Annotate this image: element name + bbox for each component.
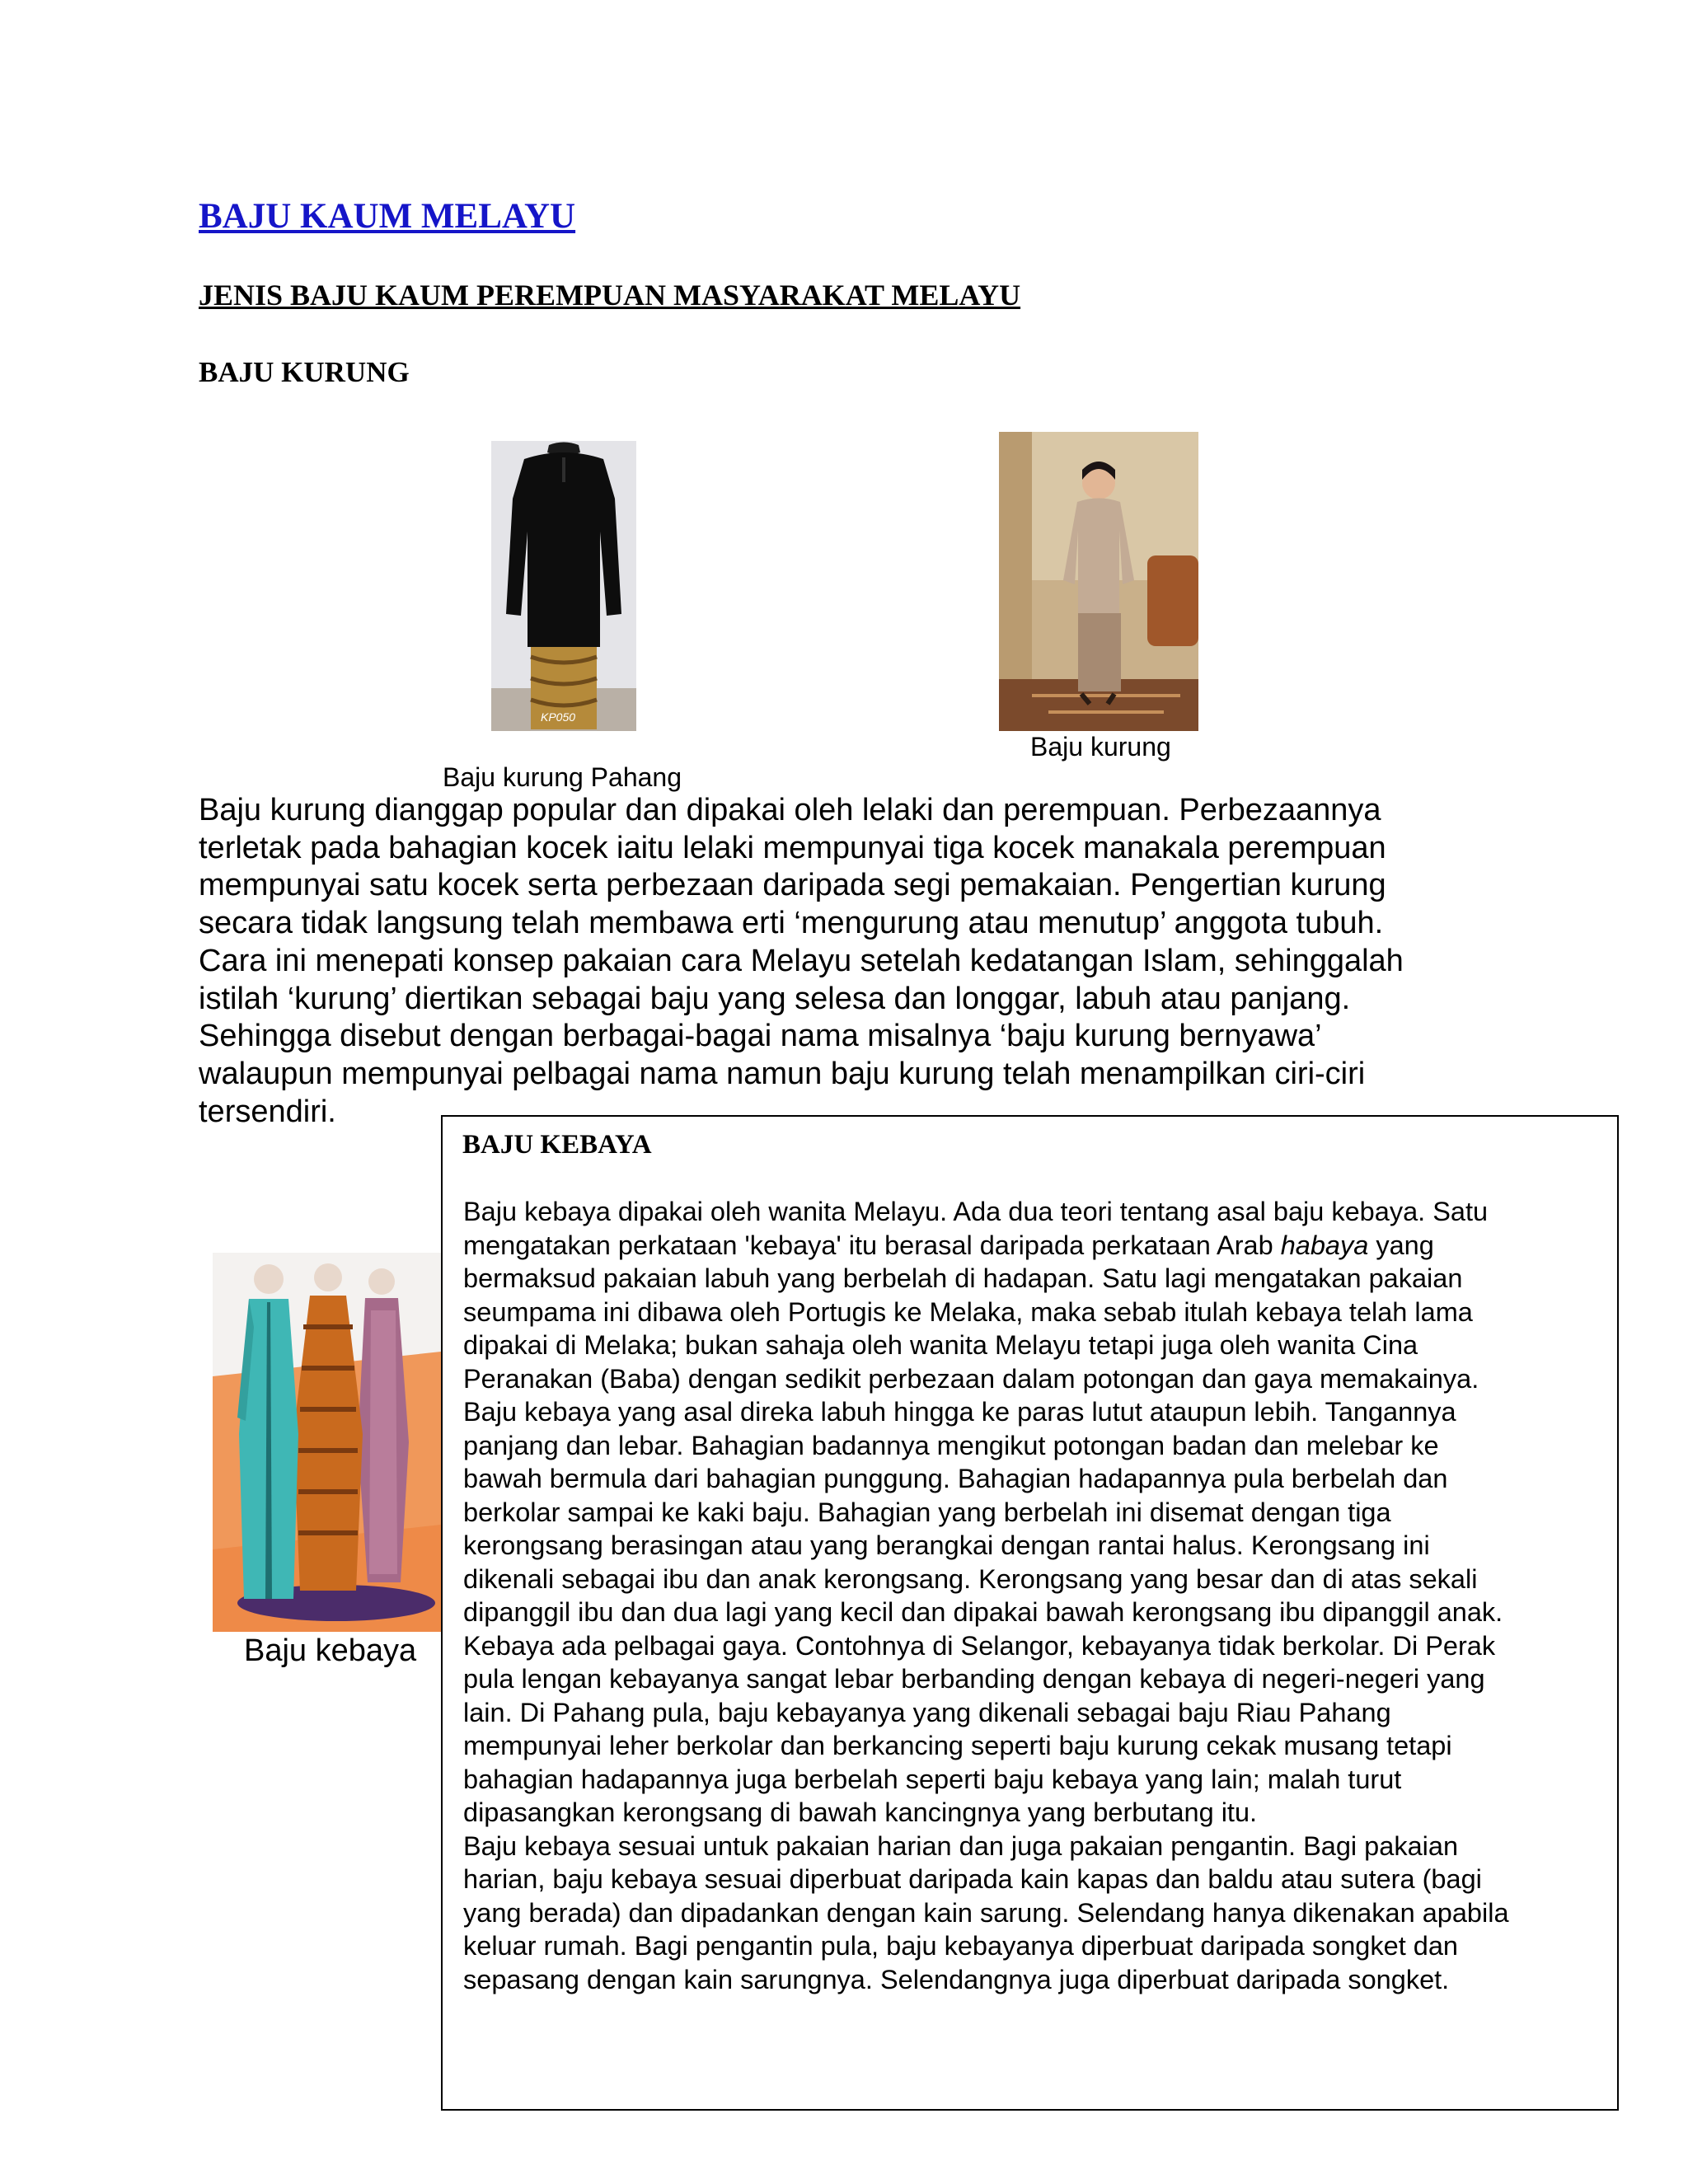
baju-kebaya-text [463,1195,1509,1996]
text-line: Baju kebaya dipakai oleh wanita Melayu. Ada dua teori tentang asal baju kebaya. Satu [463,1197,1489,1226]
text-line: yang berada) dan dipadankan dengan kain sarung. Selendang hanya dikenakan apabila [463,1897,1509,1928]
text-line: Kebaya ada pelbagai gaya. Contohnya di Selangor, kebayanya tidak berkolar. Di Perak [463,1630,1496,1661]
page-title[interactable]: BAJU KAUM MELAYU [199,197,576,236]
caption-baju-kebaya: Baju kebaya [244,1633,417,1668]
text-line: lain. Di Pahang pula, baju kebayanya yang dikenali sebagai baju Riau Pahang [463,1697,1391,1727]
paragraph-line: terletak pada bahagian kocek iaitu lelaki mempunyai tiga kocek manakala perempuan [199,830,1386,865]
text-line: dipanggil ibu dan dua lagi yang kecil dan dipakai bawah kerongsang ibu dipanggil anak. [463,1597,1503,1627]
text-line [463,1229,1509,1263]
italic-term-habaya: habaya [1280,1230,1369,1260]
text-line: dikenali sebagai ibu dan anak kerongsang. Kerongsang yang besar dan di atas sekali [463,1563,1478,1594]
text-line: panjang dan lebar. Bahagian badannya mengikut potongan badan dan melebar ke [463,1430,1439,1460]
paragraph-line: Sehingga disebut dengan berbagai-bagai nama misalnya ‘baju kurung bernyawa’ [199,1019,1322,1054]
text-line: harian, baju kebaya sesuai diperbuat daripada kain kapas dan baldu atau sutera (bagi [463,1864,1482,1894]
caption-baju-kurung-pahang: Baju kurung Pahang [443,762,682,792]
baju-kurung-photo [999,432,1198,731]
baju-kurung-paragraph [199,792,1550,1131]
baju-kebaya-photo [213,1253,441,1632]
text-line-end: yang [1368,1230,1434,1260]
paragraph-line: Cara ini menepati konsep pakaian cara Melayu setelah kedatangan Islam, sehinggalah [199,943,1404,978]
page-subtitle: JENIS BAJU KAUM PEREMPUAN MASYARAKAT MELAYU [199,279,1021,312]
text-line: bawah bermula dari bahagian punggung. Bahagian hadapannya pula berbelah dan [463,1464,1448,1493]
baju-kebaya-textbox [441,1115,1619,2111]
section-heading-baju-kebaya: BAJU KEBAYA [462,1130,652,1160]
text-line: keluar rumah. Bagi pengantin pula, baju kebayanya diperbuat daripada songket dan [463,1931,1458,1961]
paragraph-line: tersendiri. [199,1094,336,1129]
text-line: sepasang dengan kain sarungnya. Selendangnya juga diperbuat daripada songket. [463,1964,1450,1994]
text-line: bermaksud pakaian labuh yang berbelah di hadapan. Satu lagi mengatakan pakaian [463,1263,1463,1293]
text-line: berkolar sampai ke kaki baju. Bahagian yang berbelah ini disemat dengan tiga [463,1497,1391,1527]
text-line: Baju kebaya sesuai untuk pakaian harian dan juga pakaian pengantin. Bagi pakaian [463,1830,1459,1861]
paragraph-line: Baju kurung dianggap popular dan dipakai oleh lelaki dan perempuan. Perbezaannya [199,793,1381,827]
text-line: seumpama ini dibawa oleh Portugis ke Melaka, maka sebab itulah kebaya telah lama [463,1296,1473,1327]
caption-baju-kurung: Baju kurung [1030,732,1171,762]
paragraph-line: walaupun mempunyai pelbagai nama namun baju kurung telah menampilkan ciri-ciri [199,1056,1366,1091]
photo-watermark: KP050 [541,710,576,724]
text-line: dipasangkan kerongsang di bawah kancingnya yang berbutang itu. [463,1797,1258,1827]
text-line: kerongsang berasingan atau yang berangkai dengan rantai halus. Kerongsang ini [463,1530,1430,1560]
text-line: Baju kebaya yang asal direka labuh hingga ke paras lutut ataupun lebih. Tangannya [463,1397,1456,1427]
text-line: pula lengan kebayanya sangat lebar berbanding dengan kebaya di negeri-negeri yang [463,1664,1485,1694]
text-line: dipakai di Melaka; bukan sahaja oleh wanita Melayu tetapi juga oleh wanita Cina [463,1330,1418,1360]
text-line: mempunyai leher berkolar dan berkancing seperti baju kurung cekak musang tetapi [463,1731,1452,1760]
section-heading-baju-kurung: BAJU KURUNG [199,356,410,388]
text-line: bahagian hadapannya juga berbelah seperti baju kebaya yang lain; malah turut [463,1764,1402,1794]
paragraph-line: secara tidak langsung telah membawa erti ‘mengurung atau menutup’ anggota tubuh. [199,906,1384,941]
text-line-start: mengatakan perkataan 'kebaya' itu berasal daripada perkataan Arab [463,1230,1281,1260]
text-line: Peranakan (Baba) dengan sedikit perbezaan dalam potongan dan gaya memakainya. [463,1363,1479,1394]
paragraph-line: istilah ‘kurung’ diertikan sebagai baju yang selesa dan longgar, labuh atau panjang. [199,981,1351,1016]
paragraph-line: mempunyai satu kocek serta perbezaan daripada segi pemakaian. Pengertian kurung [199,868,1386,903]
baju-kurung-pahang-photo [491,441,636,731]
